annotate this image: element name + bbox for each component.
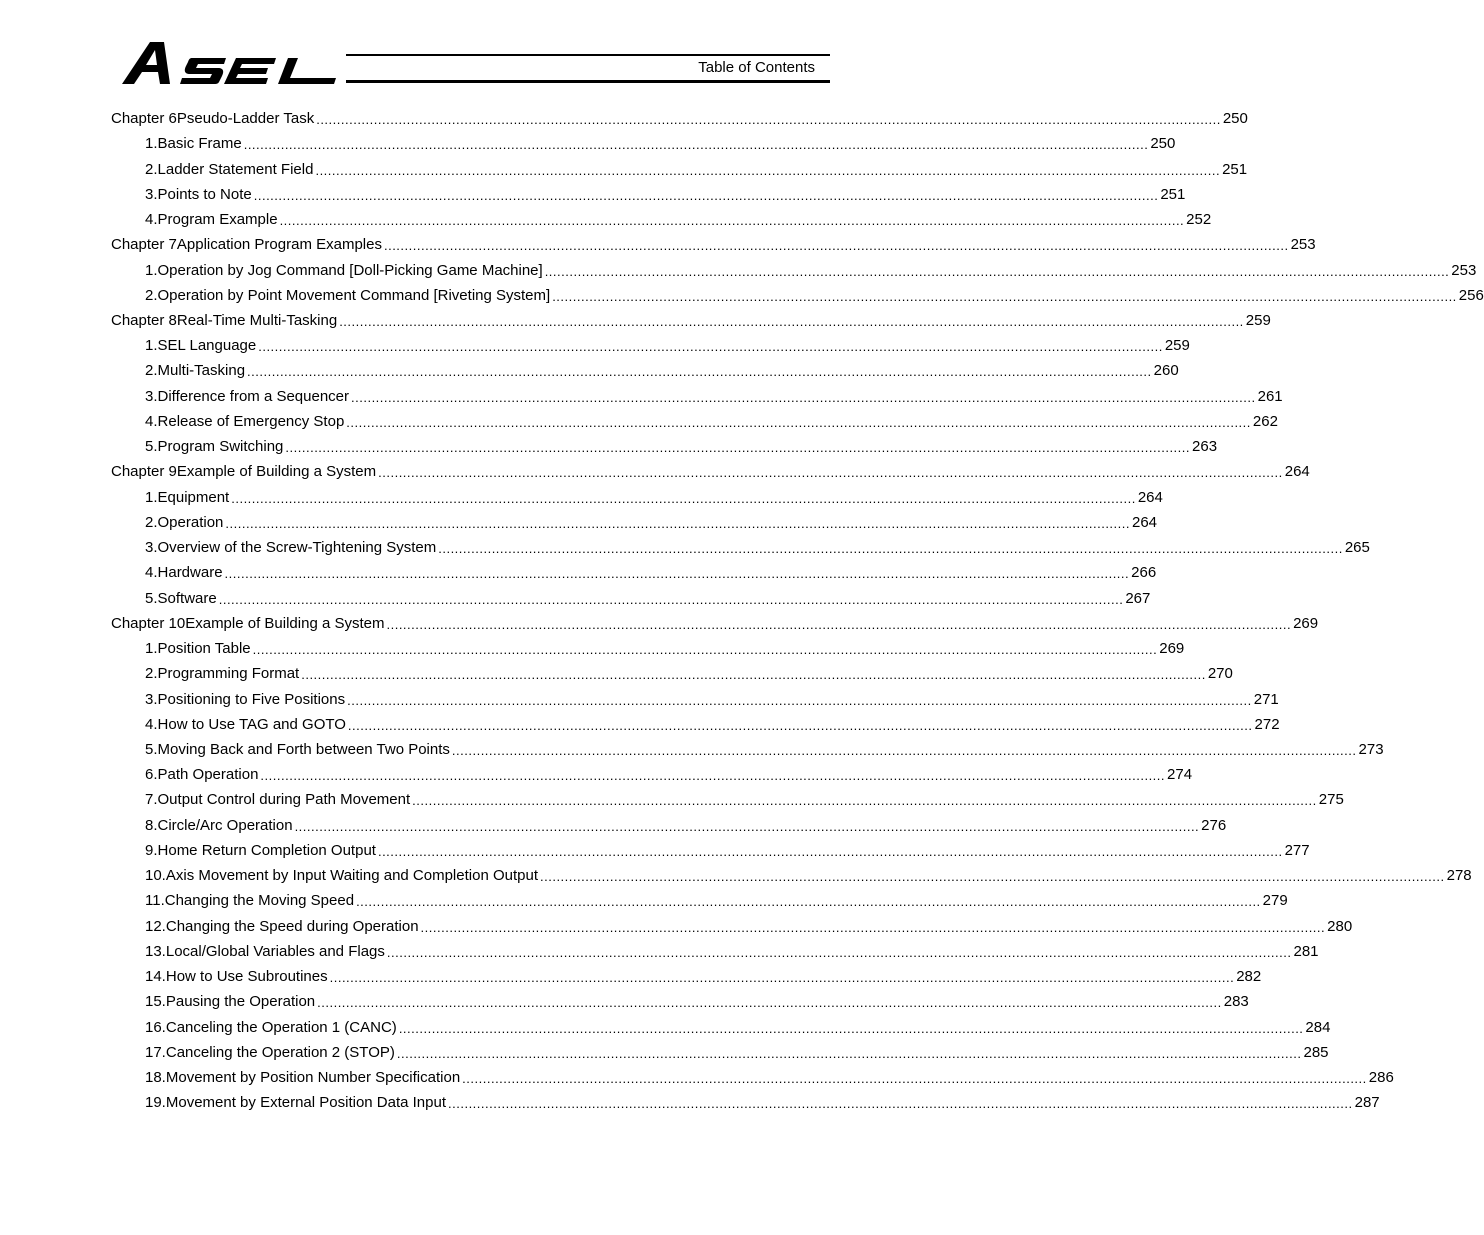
dot-leader: ............................................................................................................................................................................................................................: [279, 213, 1185, 229]
toc-entry-title: How to Use TAG and GOTO: [157, 715, 346, 733]
toc-entry-title: Programming Format: [157, 665, 300, 683]
toc-entry-number: 1.: [145, 488, 158, 506]
toc-entry-title: Multi-Tasking: [157, 362, 246, 380]
dot-leader: ............................................................................................................................................................................................................................: [378, 465, 1283, 481]
toc-entry-title: Changing the Moving Speed: [164, 892, 355, 910]
toc-page-number: 250: [1222, 110, 1248, 128]
toc-page-number: 281: [1293, 942, 1319, 960]
toc-entry-title: Example of Building a System: [185, 614, 385, 632]
toc-page-number: 256: [1458, 286, 1484, 304]
toc-entry-number: 15.: [145, 993, 166, 1011]
toc-chapter-row[interactable]: [111, 459, 1310, 484]
toc-section-row[interactable]: [111, 1040, 1329, 1065]
toc-page-number: 263: [1192, 438, 1218, 456]
toc-section-row[interactable]: [111, 661, 1233, 686]
toc-page-number: 269: [1159, 640, 1185, 658]
toc-section-row[interactable]: [111, 1065, 1394, 1090]
toc-entry-number: 4.: [145, 211, 158, 229]
toc-page-number: 259: [1245, 311, 1271, 329]
toc-entry-number: 5.: [145, 589, 158, 607]
toc-page-number: 287: [1354, 1094, 1380, 1112]
toc-section-row[interactable]: [111, 485, 1163, 510]
dot-leader: ............................................................................................................................................................................................................................: [398, 1020, 1304, 1036]
dot-leader: ............................................................................................................................................................................................................................: [356, 894, 1261, 910]
dot-leader: ............................................................................................................................................................................................................................: [383, 238, 1289, 254]
toc-page-number: 265: [1344, 539, 1370, 557]
toc-entry-title: Canceling the Operation 2 (STOP): [165, 1043, 395, 1061]
toc-section-row[interactable]: [111, 535, 1370, 560]
toc-page-number: 250: [1150, 135, 1176, 153]
toc-page-number: 283: [1223, 993, 1249, 1011]
toc-page-number: 264: [1137, 488, 1163, 506]
toc-entry-number: 3.: [145, 387, 158, 405]
toc-page-number: 251: [1160, 185, 1186, 203]
toc-entry-title: Overview of the Screw-Tightening System: [157, 539, 437, 557]
toc-section-row[interactable]: [111, 1090, 1380, 1115]
dot-leader: ............................................................................................................................................................................................................................: [301, 667, 1206, 683]
toc-entry-number: 3.: [145, 185, 158, 203]
toc-entry-number: 3.: [145, 539, 158, 557]
toc-section-row[interactable]: [111, 207, 1212, 232]
toc-entry-number: 7.: [145, 791, 158, 809]
toc-section-row[interactable]: [111, 964, 1262, 989]
toc-entry-number: Chapter 7: [111, 236, 177, 254]
toc-page-number: 267: [1125, 589, 1151, 607]
toc-page-number: 272: [1254, 715, 1280, 733]
toc-entry-title: Application Program Examples: [176, 236, 382, 254]
toc-entry-number: 14.: [145, 968, 166, 986]
toc-page-number: 279: [1262, 892, 1288, 910]
dot-leader: ............................................................................................................................................................................................................................: [448, 1096, 1353, 1112]
dot-leader: ............................................................................................................................................................................................................................: [329, 970, 1235, 986]
dot-leader: ............................................................................................................................................................................................................................: [377, 843, 1283, 859]
dot-leader: ............................................................................................................................................................................................................................: [347, 717, 1253, 733]
toc-page-number: 273: [1358, 740, 1384, 758]
toc-page-number: 276: [1201, 816, 1227, 834]
toc-section-row[interactable]: [111, 636, 1185, 661]
toc-entry-number: 10.: [145, 867, 166, 885]
toc-entry-number: 5.: [145, 438, 158, 456]
toc-entry-number: 18.: [145, 1069, 166, 1087]
toc-page-number: 286: [1368, 1069, 1394, 1087]
toc-entry-title: Equipment: [157, 488, 230, 506]
toc-entry-number: 4.: [145, 715, 158, 733]
dot-leader: ............................................................................................................................................................................................................................: [317, 995, 1222, 1011]
toc-entry-title: SEL Language: [157, 337, 257, 355]
toc-entry-title: Movement by Position Number Specification: [165, 1069, 461, 1087]
toc-entry-number: 1.: [145, 640, 158, 658]
toc-entry-title: Difference from a Sequencer: [157, 387, 350, 405]
toc-section-row[interactable]: [111, 762, 1193, 787]
toc-section-row[interactable]: [111, 686, 1279, 711]
toc-page-number: 275: [1318, 791, 1344, 809]
toc-section-row[interactable]: [111, 384, 1283, 409]
toc-page-number: 264: [1132, 513, 1158, 531]
toc-entry-title: Canceling the Operation 1 (CANC): [165, 1018, 397, 1036]
toc-chapter-row[interactable]: [111, 308, 1271, 333]
toc-entry-number: 4.: [145, 564, 158, 582]
dot-leader: ............................................................................................................................................................................................................................: [396, 1045, 1302, 1061]
toc-page-number: 284: [1305, 1018, 1331, 1036]
toc-section-row[interactable]: [111, 914, 1353, 939]
toc-section-row[interactable]: [111, 257, 1477, 282]
toc-entry-number: 16.: [145, 1018, 166, 1036]
dot-leader: ............................................................................................................................................................................................................................: [225, 515, 1130, 531]
toc-entry-title: Pseudo-Ladder Task: [176, 110, 315, 128]
toc-entry-number: 11.: [145, 892, 165, 910]
toc-entry-title: Program Example: [157, 211, 278, 229]
toc-entry-number: Chapter 9: [111, 463, 177, 481]
toc-entry-number: 9.: [145, 841, 158, 859]
toc-page-number: 259: [1164, 337, 1190, 355]
toc-entry-number: Chapter 10: [111, 614, 186, 632]
dot-leader: ............................................................................................................................................................................................................................: [438, 541, 1343, 557]
toc-entry-number: 17.: [145, 1043, 166, 1061]
toc-chapter-row[interactable]: [111, 611, 1319, 636]
toc-section-row[interactable]: [111, 838, 1310, 863]
table-of-contents: [111, 106, 1484, 1115]
dot-leader: ............................................................................................................................................................................................................................: [253, 187, 1159, 203]
dot-leader: ............................................................................................................................................................................................................................: [351, 389, 1256, 405]
dot-leader: ............................................................................................................................................................................................................................: [315, 162, 1221, 178]
toc-entry-number: Chapter 6: [111, 110, 177, 128]
toc-page-number: 264: [1284, 463, 1310, 481]
toc-section-row[interactable]: [111, 787, 1344, 812]
toc-page-number: 271: [1253, 690, 1279, 708]
toc-entry-number: 1.: [145, 261, 158, 279]
toc-entry-number: 12.: [145, 917, 166, 935]
toc-entry-title: Moving Back and Forth between Two Points: [157, 740, 450, 758]
dot-leader: ............................................................................................................................................................................................................................: [451, 742, 1357, 758]
dot-leader: ............................................................................................................................................................................................................................: [420, 919, 1326, 935]
toc-entry-title: Pausing the Operation: [165, 993, 316, 1011]
dot-leader: ............................................................................................................................................................................................................................: [346, 414, 1251, 430]
toc-entry-title: Hardware: [157, 564, 223, 582]
toc-entry-number: 1.: [145, 135, 158, 153]
toc-entry-title: Output Control during Path Movement: [157, 791, 411, 809]
toc-entry-number: 2.: [145, 513, 158, 531]
toc-section-row[interactable]: [111, 888, 1288, 913]
dot-leader: ............................................................................................................................................................................................................................: [258, 339, 1163, 355]
toc-page-number: 270: [1207, 665, 1233, 683]
toc-section-row[interactable]: [111, 131, 1176, 156]
dot-leader: ............................................................................................................................................................................................................................: [386, 616, 1292, 632]
toc-page-number: 261: [1257, 387, 1283, 405]
toc-entry-number: 2.: [145, 160, 158, 178]
toc-page-number: 253: [1290, 236, 1316, 254]
dot-leader: ............................................................................................................................................................................................................................: [224, 566, 1130, 582]
toc-entry-title: Changing the Speed during Operation: [165, 917, 419, 935]
toc-entry-title: Real-Time Multi-Tasking: [176, 311, 338, 329]
toc-page-number: 266: [1131, 564, 1157, 582]
dot-leader: ............................................................................................................................................................................................................................: [260, 768, 1166, 784]
toc-page-number: 251: [1222, 160, 1248, 178]
toc-section-row[interactable]: [111, 333, 1190, 358]
toc-section-row[interactable]: [111, 939, 1319, 964]
dot-leader: ............................................................................................................................................................................................................................: [316, 112, 1221, 128]
toc-entry-number: 13.: [145, 942, 166, 960]
header-title: Table of Contents: [698, 59, 815, 76]
dot-leader: ............................................................................................................................................................................................................................: [386, 944, 1292, 960]
toc-section-row[interactable]: [111, 863, 1472, 888]
toc-section-row[interactable]: [111, 510, 1158, 535]
toc-entry-title: Path Operation: [157, 766, 259, 784]
dot-leader: ............................................................................................................................................................................................................................: [243, 137, 1149, 153]
toc-section-row[interactable]: [111, 156, 1248, 181]
dot-leader: ............................................................................................................................................................................................................................: [462, 1071, 1367, 1087]
asel-logo: [118, 36, 348, 88]
toc-entry-title: Software: [157, 589, 217, 607]
toc-section-row[interactable]: [111, 560, 1157, 585]
toc-page-number: 277: [1284, 841, 1310, 859]
toc-entry-title: Operation by Jog Command [Doll-Picking Game Machine]: [157, 261, 543, 279]
toc-entry-number: Chapter 8: [111, 311, 177, 329]
toc-chapter-row[interactable]: [111, 106, 1248, 131]
toc-entry-number: 19.: [145, 1094, 166, 1112]
toc-page-number: 262: [1252, 412, 1278, 430]
toc-section-row[interactable]: [111, 1014, 1331, 1039]
toc-entry-title: Position Table: [157, 640, 251, 658]
dot-leader: ............................................................................................................................................................................................................................: [252, 642, 1158, 658]
toc-entry-number: 8.: [145, 816, 158, 834]
dot-leader: ............................................................................................................................................................................................................................: [218, 591, 1124, 607]
toc-chapter-row[interactable]: [111, 232, 1316, 257]
toc-section-row[interactable]: [111, 434, 1218, 459]
dot-leader: ............................................................................................................................................................................................................................: [412, 793, 1317, 809]
toc-entry-title: Points to Note: [157, 185, 252, 203]
toc-entry-number: 2.: [145, 286, 158, 304]
toc-entry-title: Axis Movement by Input Waiting and Completion Output: [165, 867, 538, 885]
toc-section-row[interactable]: [111, 182, 1186, 207]
toc-page-number: 285: [1303, 1043, 1329, 1061]
dot-leader: ............................................................................................................................................................................................................................: [294, 818, 1200, 834]
toc-page-number: 269: [1293, 614, 1319, 632]
toc-entry-title: Program Switching: [157, 438, 284, 456]
header-rule-top: [346, 54, 830, 56]
toc-entry-title: Example of Building a System: [176, 463, 377, 481]
toc-entry-title: Circle/Arc Operation: [157, 816, 293, 834]
dot-leader: ............................................................................................................................................................................................................................: [231, 490, 1136, 506]
toc-entry-number: 4.: [145, 412, 158, 430]
toc-section-row[interactable]: [111, 712, 1280, 737]
toc-entry-title: Home Return Completion Output: [157, 841, 376, 859]
toc-section-row[interactable]: [111, 409, 1278, 434]
toc-page-number: 274: [1167, 766, 1193, 784]
toc-section-row[interactable]: [111, 737, 1384, 762]
toc-entry-number: 3.: [145, 690, 158, 708]
toc-section-row[interactable]: [111, 585, 1151, 610]
toc-entry-number: 1.: [145, 337, 158, 355]
toc-section-row[interactable]: [111, 989, 1249, 1014]
dot-leader: ............................................................................................................................................................................................................................: [339, 313, 1244, 329]
toc-page-number: 260: [1153, 362, 1179, 380]
toc-entry-title: How to Use Subroutines: [165, 968, 328, 986]
dot-leader: ............................................................................................................................................................................................................................: [540, 869, 1445, 885]
dot-leader: ............................................................................................................................................................................................................................: [247, 364, 1152, 380]
dot-leader: ............................................................................................................................................................................................................................: [347, 692, 1252, 708]
toc-page-number: 278: [1446, 867, 1472, 885]
toc-entry-number: 2.: [145, 665, 158, 683]
toc-entry-title: Ladder Statement Field: [157, 160, 314, 178]
toc-entry-number: 5.: [145, 740, 158, 758]
toc-entry-number: 2.: [145, 362, 158, 380]
toc-entry-title: Movement by External Position Data Input: [165, 1094, 447, 1112]
toc-section-row[interactable]: [111, 358, 1179, 383]
toc-entry-title: Basic Frame: [157, 135, 242, 153]
dot-leader: ............................................................................................................................................................................................................................: [544, 263, 1450, 279]
toc-page-number: 252: [1186, 211, 1212, 229]
toc-page-number: 253: [1451, 261, 1477, 279]
toc-entry-title: Release of Emergency Stop: [157, 412, 345, 430]
toc-section-row[interactable]: [111, 813, 1227, 838]
dot-leader: ............................................................................................................................................................................................................................: [285, 440, 1191, 456]
toc-entry-title: Operation by Point Movement Command [Riveting System]: [157, 286, 551, 304]
toc-entry-number: 6.: [145, 766, 158, 784]
toc-entry-title: Local/Global Variables and Flags: [165, 942, 385, 960]
toc-entry-title: Operation: [157, 513, 224, 531]
toc-page-number: 280: [1327, 917, 1353, 935]
toc-page-number: 282: [1236, 968, 1262, 986]
dot-leader: ............................................................................................................................................................................................................................: [552, 288, 1457, 304]
toc-section-row[interactable]: [111, 283, 1484, 308]
toc-entry-title: Positioning to Five Positions: [157, 690, 346, 708]
header-rule-bottom: [346, 80, 830, 83]
